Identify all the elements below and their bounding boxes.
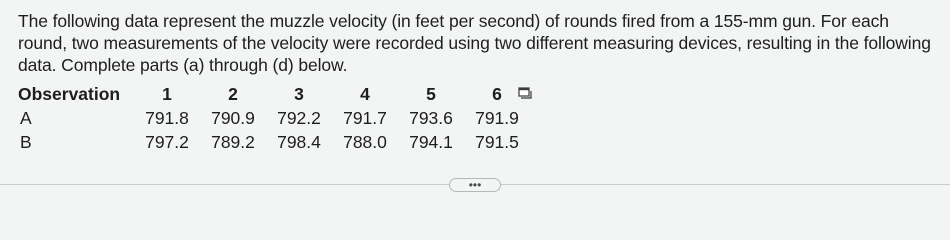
column-header-6: 6 bbox=[492, 84, 502, 104]
table-cell: 791.5 bbox=[475, 132, 519, 152]
table-cell: 791.9 bbox=[475, 108, 519, 128]
table-cell: 791.8 bbox=[145, 108, 189, 128]
observation-header: Observation bbox=[18, 84, 121, 104]
copy-data-icon[interactable] bbox=[518, 87, 532, 101]
table-cell: 793.6 bbox=[409, 108, 453, 128]
question-text: The following data represent the muzzle velocity (in feet per second) of rounds fired from a 155-mm gun. For each round, two measurements of the velocity were recorded using two different measuring devices, resulting in the following data. Complete parts (a) through (d) below. bbox=[18, 11, 931, 75]
column-header-5: 5 bbox=[426, 84, 436, 104]
table-cell: 798.4 bbox=[277, 132, 321, 152]
table-cell: 788.0 bbox=[343, 132, 387, 152]
row-label-a: A bbox=[20, 108, 32, 128]
expand-more-button[interactable]: ••• bbox=[449, 178, 501, 192]
column-header-2: 2 bbox=[228, 84, 238, 104]
table-cell: 797.2 bbox=[145, 132, 189, 152]
table-cell: 790.9 bbox=[211, 108, 255, 128]
table-header-row bbox=[18, 82, 530, 106]
table-cell: 792.2 bbox=[277, 108, 321, 128]
column-header-3: 3 bbox=[294, 84, 304, 104]
table-cell: 794.1 bbox=[409, 132, 453, 152]
data-table bbox=[18, 82, 530, 154]
column-header-1: 1 bbox=[162, 84, 172, 104]
table-cell: 791.7 bbox=[343, 108, 387, 128]
column-header-4: 4 bbox=[360, 84, 370, 104]
table-cell: 789.2 bbox=[211, 132, 255, 152]
table-row-a bbox=[18, 106, 530, 130]
row-label-b: B bbox=[20, 132, 32, 152]
copy-data-icon-glyph bbox=[518, 87, 532, 101]
table-row-b bbox=[18, 130, 530, 154]
